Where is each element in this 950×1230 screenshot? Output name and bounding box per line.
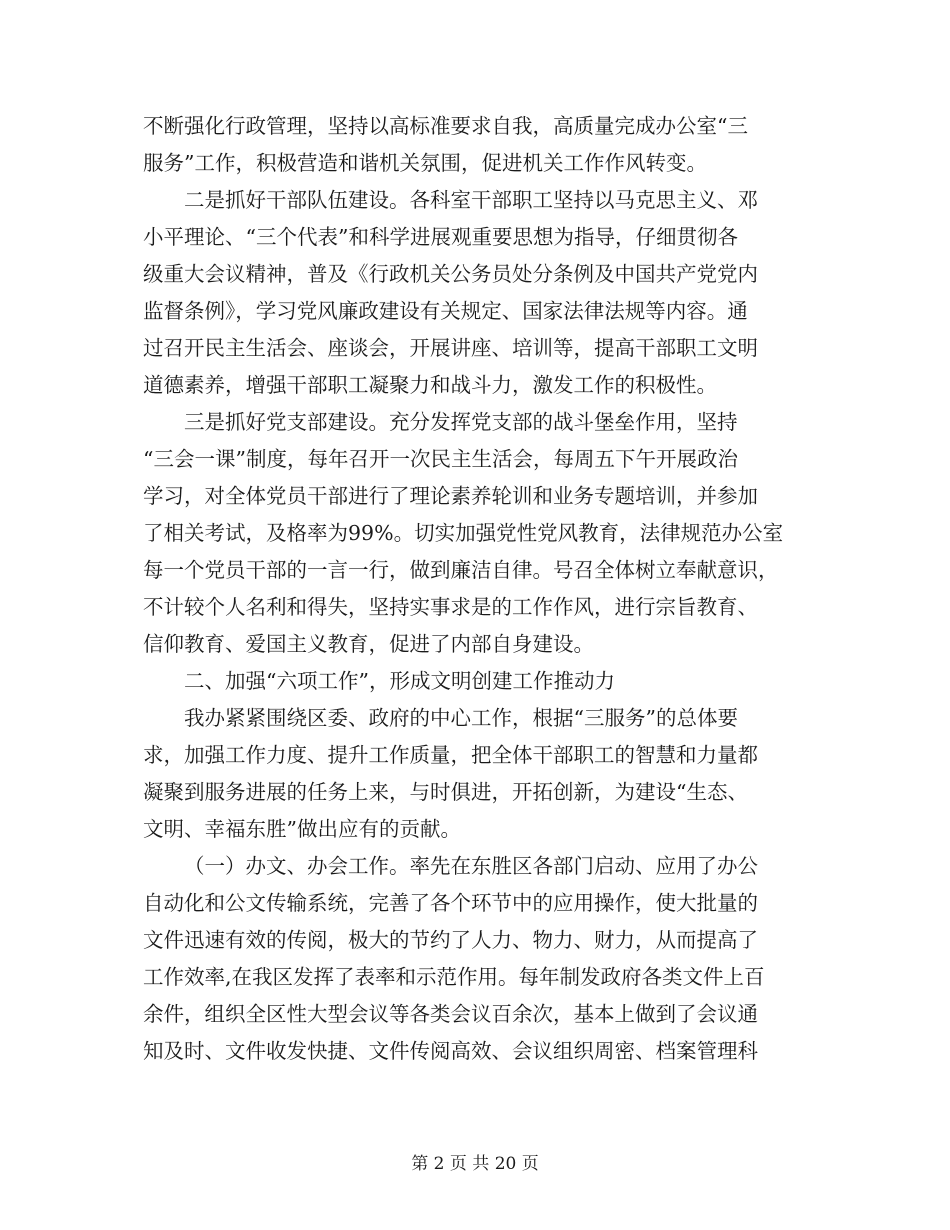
text-line: 监督条例》，学习党风廉政建设有关规定、国家法律法规等内容。通 xyxy=(143,299,748,323)
text-line: 级重大会议精神，普及《行政机关公务员处分条例及中国共产党党内 xyxy=(143,262,758,286)
text-line: 不断强化行政管理，坚持以高标准要求自我，高质量完成办公室“三 xyxy=(143,114,748,138)
text-line: 文件迅速有效的传阅，极大的节约了人力、物力、财力，从而提高了 xyxy=(143,928,758,952)
document-body xyxy=(143,108,807,1070)
text-line: 小平理论、“三个代表”和科学进展观重要思想为指导，仔细贯彻各 xyxy=(143,225,738,249)
text-line: 余件，组织全区性大型会议等各类会议百余次，基本上做到了会议通 xyxy=(143,1002,758,1026)
text-line: 服务”工作，积极营造和谐机关氛围，促进机关工作作风转变。 xyxy=(143,151,707,175)
text-line: 工作效率,在我区发挥了表率和示范作用。每年制发政府各类文件上百 xyxy=(143,965,765,989)
text-line: 道德素养，增强干部职工凝聚力和战斗力，激发工作的积极性。 xyxy=(143,373,717,397)
text-line: 学习，对全体党员干部进行了理论素养轮训和业务专题培训，并参加 xyxy=(143,484,758,508)
text-line: “三会一课”制度，每年召开一次民主生活会，每周五下午开展政治 xyxy=(143,447,738,471)
text-line: 凝聚到服务进展的任务上来，与时俱进，开拓创新，为建设“生态、 xyxy=(143,780,748,804)
text-line: 了相关考试，及格率为99%。切实加强党性党风教育，法律规范办公室 xyxy=(143,521,784,545)
text-line: 过召开民主生活会、座谈会，开展讲座、培训等，提高干部职工文明 xyxy=(143,336,758,360)
text-line: 信仰教育、爱国主义教育，促进了内部自身建设。 xyxy=(143,632,594,656)
text-line: 二是抓好干部队伍建设。各科室干部职工坚持以马克思主义、邓 xyxy=(184,188,758,212)
page-number-footer: 第 2 页 共 20 页 xyxy=(411,1154,539,1174)
text-line: 知及时、文件收发快捷、文件传阅高效、会议组织周密、档案管理科 xyxy=(143,1039,758,1063)
text-line: 自动化和公文传输系统，完善了各个环节中的应用操作，使大批量的 xyxy=(143,891,758,915)
text-line: 三是抓好党支部建设。充分发挥党支部的战斗堡垒作用，坚持 xyxy=(184,410,738,434)
text-line: （一）办文、办会工作。率先在东胜区各部门启动、应用了办公 xyxy=(184,854,758,878)
text-line: 不计较个人名利和得失，坚持实事求是的工作作风，进行宗旨教育、 xyxy=(143,595,758,619)
text-line: 每一个党员干部的一言一行，做到廉洁自律。号召全体树立奉献意识， xyxy=(143,558,779,582)
section-heading: 二、加强“六项工作”，形成文明创建工作推动力 xyxy=(184,669,615,693)
text-line: 求，加强工作力度、提升工作质量，把全体干部职工的智慧和力量都 xyxy=(143,743,758,767)
text-line: 我办紧紧围绕区委、政府的中心工作，根据“三服务”的总体要 xyxy=(184,706,738,730)
text-line: 文明、幸福东胜”做出应有的贡献。 xyxy=(143,817,461,841)
